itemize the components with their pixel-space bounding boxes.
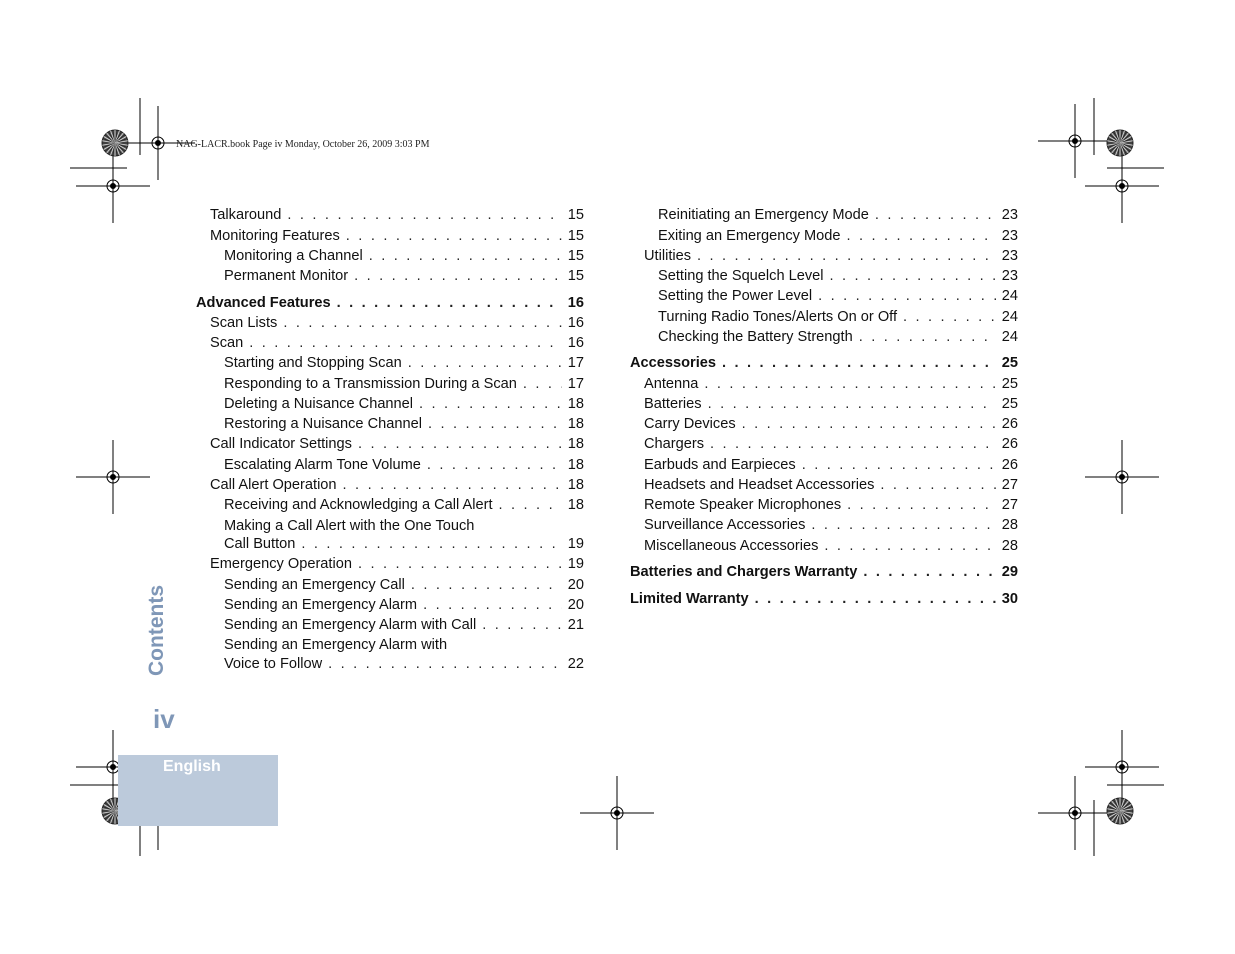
toc-entry[interactable] [644, 434, 1018, 454]
toc-page-number: 30 [1001, 591, 1018, 607]
toc-page-number: 24 [1001, 288, 1018, 304]
toc-page-number: 16 [567, 335, 584, 351]
toc-entry-title: Checking the Battery Strength [658, 329, 853, 345]
dot-leader [423, 595, 562, 615]
star-target-icon [102, 130, 128, 156]
toc-page-number: 18 [567, 436, 584, 452]
toc-entry-title: Miscellaneous Accessories [644, 538, 819, 554]
toc-entry-title: Receiving and Acknowledging a Call Alert [224, 497, 493, 513]
registration-mark-icon [1085, 149, 1159, 223]
toc-entry-title: Sending an Emergency Alarm [224, 597, 418, 613]
toc-page-number: 15 [567, 207, 584, 223]
toc-entry[interactable] [224, 595, 584, 615]
toc-page-number: 18 [567, 416, 584, 432]
toc-entry-title: Advanced Features [196, 295, 331, 311]
dot-leader [499, 495, 562, 515]
toc-entry[interactable] [224, 575, 584, 595]
dot-leader [287, 205, 561, 225]
toc-entry[interactable] [224, 246, 584, 266]
registration-mark-icon [1038, 776, 1112, 850]
toc-entry-title: Deleting a Nuisance Channel [224, 396, 414, 412]
toc-entry-title: Batteries [644, 396, 702, 412]
registration-mark-icon [76, 149, 150, 223]
toc-entry[interactable] [210, 475, 584, 495]
dot-leader [710, 434, 996, 454]
toc-entry[interactable] [658, 266, 1018, 286]
registration-mark-icon [1085, 440, 1159, 514]
toc-page-number: 26 [1001, 416, 1018, 432]
toc-entry-title: Call Indicator Settings [210, 436, 352, 452]
toc-page-number: 18 [567, 396, 584, 412]
dot-leader [427, 455, 562, 475]
toc-page-number: 15 [567, 248, 584, 264]
dot-leader [742, 414, 996, 434]
registration-mark-icon [580, 776, 654, 850]
toc-entry-title: Emergency Operation [210, 556, 352, 572]
toc-page-number: 19 [567, 536, 584, 552]
toc-section-entry[interactable] [630, 589, 1018, 609]
toc-page-number: 24 [1001, 309, 1018, 325]
toc-entry-title: Restoring a Nuisance Channel [224, 416, 422, 432]
side-tab-label: Contents [145, 585, 168, 676]
dot-leader [411, 575, 562, 595]
toc-page-number: 22 [567, 656, 584, 672]
toc-page-number: 15 [567, 228, 584, 244]
dot-leader [697, 246, 996, 266]
toc-page-number: 29 [1001, 564, 1018, 580]
dot-leader [847, 226, 996, 246]
toc-entry-title: Monitoring a Channel [224, 248, 363, 264]
toc-entry[interactable] [658, 205, 1018, 225]
toc-entry[interactable] [644, 374, 1018, 394]
toc-entry-title: Remote Speaker Microphones [644, 497, 842, 513]
toc-entry-title: Batteries and Chargers Warranty [630, 564, 858, 580]
dot-leader [824, 536, 995, 556]
toc-entry-title: Call Alert Operation [210, 477, 337, 493]
toc-entry-title: Headsets and Headset Accessories [644, 477, 875, 493]
toc-entry-title: Turning Radio Tones/Alerts On or Off [658, 309, 898, 325]
toc-page-number: 24 [1001, 329, 1018, 345]
dot-leader [354, 266, 562, 286]
toc-entry-title: Scan Lists [210, 315, 278, 331]
toc-entry[interactable] [658, 307, 1018, 327]
toc-entry[interactable] [658, 226, 1018, 246]
dot-leader [523, 374, 562, 394]
registration-mark-icon [1038, 104, 1112, 178]
toc-entry-title: Reinitiating an Emergency Mode [658, 207, 869, 223]
toc-entry[interactable] [224, 455, 584, 475]
toc-page-number: 23 [1001, 228, 1018, 244]
dot-leader [369, 246, 562, 266]
toc-entry[interactable] [224, 615, 584, 635]
toc-page-number: 27 [1001, 477, 1018, 493]
dot-leader [811, 515, 995, 535]
toc-entry[interactable] [224, 534, 584, 554]
toc-entry-title: Antenna [644, 376, 699, 392]
toc-page-number: 28 [1001, 517, 1018, 533]
toc-entry-title: Escalating Alarm Tone Volume [224, 457, 421, 473]
toc-entry-title: Setting the Squelch Level [658, 268, 824, 284]
toc-entry-title: Limited Warranty [630, 591, 749, 607]
toc-entry[interactable] [644, 246, 1018, 266]
toc-entry[interactable] [210, 226, 584, 246]
toc-page-number: 25 [1001, 355, 1018, 371]
toc-entry-title: Chargers [644, 436, 705, 452]
toc-section-entry[interactable] [630, 353, 1018, 373]
dot-leader [847, 495, 996, 515]
toc-page-number: 18 [567, 477, 584, 493]
toc-page-number: 23 [1001, 268, 1018, 284]
toc-entry-title: Call Button [224, 536, 296, 552]
toc-entry[interactable] [224, 414, 584, 434]
toc-entry[interactable] [644, 495, 1018, 515]
language-label: English [163, 758, 221, 775]
dot-leader [818, 286, 996, 306]
dot-leader [428, 414, 562, 434]
toc-page-number: 16 [567, 315, 584, 331]
toc-entry-title: Permanent Monitor [224, 268, 349, 284]
dot-leader [830, 266, 996, 286]
toc-entry-title: Exiting an Emergency Mode [658, 228, 841, 244]
dot-leader [863, 562, 995, 582]
toc-entry-text: Sending an Emergency Alarm with [224, 637, 448, 653]
toc-entry[interactable] [210, 434, 584, 454]
dot-leader [875, 205, 996, 225]
dot-leader [337, 293, 562, 313]
toc-entry[interactable] [224, 394, 584, 414]
dot-leader [343, 475, 562, 495]
toc-page-number: 27 [1001, 497, 1018, 513]
toc-entry[interactable] [644, 414, 1018, 434]
star-target-icon [1107, 130, 1133, 156]
dot-leader [283, 313, 561, 333]
toc-entry[interactable] [224, 266, 584, 286]
star-target-icon [1107, 798, 1133, 824]
toc-entry[interactable] [644, 475, 1018, 495]
toc-entry-title: Accessories [630, 355, 717, 371]
toc-entry-title: Carry Devices [644, 416, 736, 432]
toc-entry-title: Sending an Emergency Alarm with Call [224, 617, 477, 633]
toc-entry[interactable] [210, 333, 584, 353]
toc-page-number: 25 [1001, 376, 1018, 392]
toc-entry-title: Surveillance Accessories [644, 517, 806, 533]
toc-page-number: 26 [1001, 457, 1018, 473]
toc-entry-title: Setting the Power Level [658, 288, 813, 304]
toc-entry-title: Utilities [644, 248, 692, 264]
toc-entry-title: Monitoring Features [210, 228, 340, 244]
toc-entry[interactable] [644, 394, 1018, 414]
toc-page-number: 17 [567, 355, 584, 371]
toc-entry-title: Responding to a Transmission During a Scan [224, 376, 517, 392]
toc-entry[interactable] [658, 286, 1018, 306]
toc-entry[interactable] [224, 654, 584, 674]
dot-leader [249, 333, 562, 353]
toc-page-number: 21 [567, 617, 584, 633]
toc-entry-title: Talkaround [210, 207, 282, 223]
registration-mark-icon [1085, 730, 1159, 804]
toc-entry[interactable] [210, 313, 584, 333]
toc-entry[interactable] [210, 205, 584, 225]
dot-leader [408, 353, 562, 373]
toc-entry[interactable] [644, 515, 1018, 535]
dot-leader [755, 589, 996, 609]
toc-page-number: 23 [1001, 207, 1018, 223]
dot-leader [722, 353, 996, 373]
dot-leader [859, 327, 996, 347]
dot-leader [358, 554, 562, 574]
toc-page-number: 26 [1001, 436, 1018, 452]
toc-page-number: 19 [567, 556, 584, 572]
toc-entry[interactable] [644, 455, 1018, 475]
toc-entry-text: Making a Call Alert with the One Touch [224, 518, 475, 534]
toc-page-number: 16 [567, 295, 584, 311]
toc-page-number: 25 [1001, 396, 1018, 412]
dot-leader [301, 534, 561, 554]
dot-leader [880, 475, 995, 495]
dot-leader [419, 394, 562, 414]
toc-page-number: 20 [567, 577, 584, 593]
page-number: iv [153, 704, 175, 734]
dot-leader [482, 615, 561, 635]
dot-leader [903, 307, 996, 327]
toc-entry-title: Earbuds and Earpieces [644, 457, 796, 473]
toc-entry-title: Starting and Stopping Scan [224, 355, 402, 371]
toc-entry[interactable] [210, 554, 584, 574]
dot-leader [708, 394, 996, 414]
toc-entry[interactable] [224, 353, 584, 373]
toc-entry-title: Voice to Follow [224, 656, 323, 672]
toc-page-number: 18 [567, 497, 584, 513]
toc-entry[interactable] [644, 536, 1018, 556]
dot-leader [328, 654, 562, 674]
dot-leader [802, 455, 996, 475]
toc-entry-title: Scan [210, 335, 244, 351]
toc-page-number: 20 [567, 597, 584, 613]
toc-section-entry[interactable] [630, 562, 1018, 582]
toc-page-number: 15 [567, 268, 584, 284]
toc-page-number: 17 [567, 376, 584, 392]
toc-page-number: 18 [567, 457, 584, 473]
registration-mark-icon [76, 440, 150, 514]
dot-leader [346, 226, 562, 246]
toc-section-entry[interactable] [196, 293, 584, 313]
dot-leader [704, 374, 995, 394]
toc-entry[interactable] [224, 374, 584, 394]
toc-entry-title: Sending an Emergency Call [224, 577, 405, 593]
toc-entry[interactable] [224, 495, 584, 515]
dot-leader [358, 434, 562, 454]
header-note: NAG-LACR.book Page iv Monday, October 26, 2009 3:03 PM [176, 139, 430, 150]
toc-page-number: 23 [1001, 248, 1018, 264]
toc-page-number: 28 [1001, 538, 1018, 554]
toc-entry[interactable] [658, 327, 1018, 347]
